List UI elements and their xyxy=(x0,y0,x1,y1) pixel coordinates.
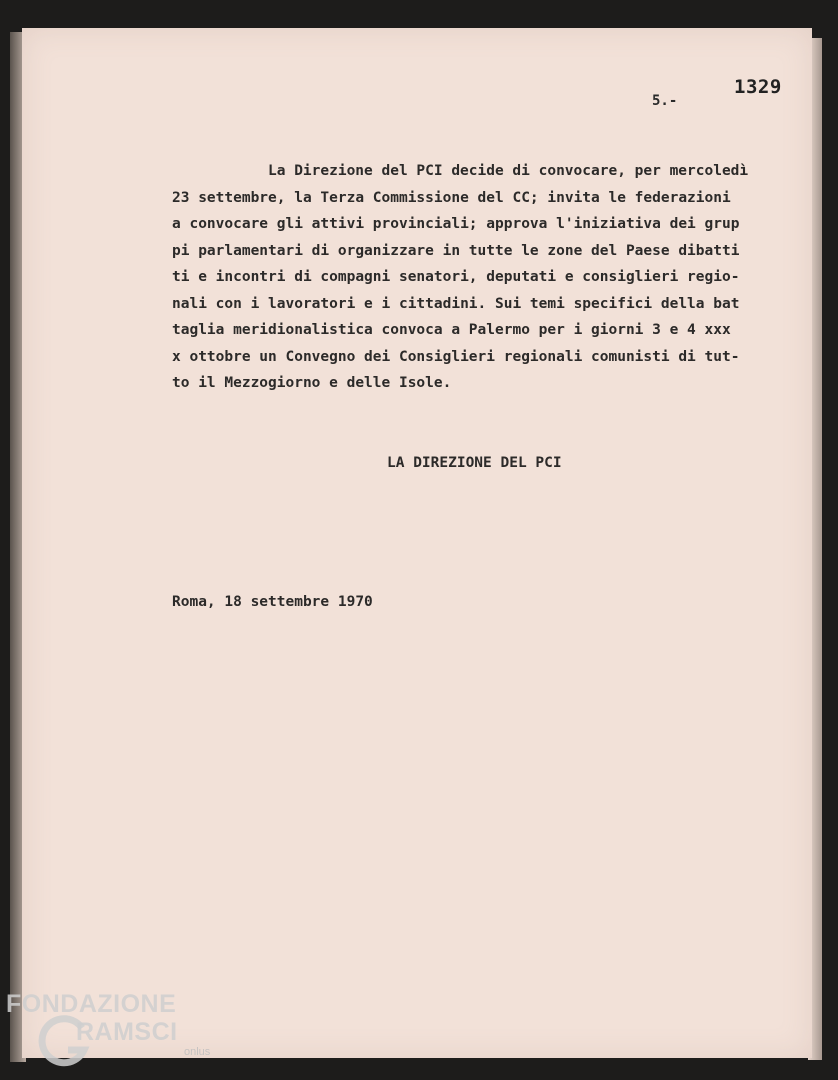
page-number: 5.- xyxy=(652,93,678,109)
folio-number: 1329 xyxy=(734,76,782,98)
body-line: taglia meridionalistica convoca a Palermo per i giorni 3 e 4 xxx xyxy=(172,322,731,338)
fondazione-gramsci-watermark xyxy=(6,990,216,1075)
body-line: x ottobre un Convegno dei Consiglieri regionali comunisti di tut- xyxy=(172,348,740,365)
body-line: 23 settembre, la Terza Commissione del CC; invita le federazioni xyxy=(172,189,731,206)
body-line: to il Mezzogiorno e delle Isole. xyxy=(172,375,452,391)
body-line: ti e incontri di compagni senatori, deputati e consiglieri regio- xyxy=(172,269,740,285)
body-paragraph xyxy=(172,158,787,397)
watermark-line1: FONDAZIONE xyxy=(6,990,177,1018)
watermark-line2: RAMSCI xyxy=(76,1018,178,1046)
dateline: Roma, 18 settembre 1970 xyxy=(172,594,373,610)
watermark-line3: onlus xyxy=(184,1046,211,1058)
body-line: nali con i lavoratori e i cittadini. Sui temi specifici della bat xyxy=(172,295,740,312)
body-line: a convocare gli attivi provinciali; approva l'iniziativa dei grup xyxy=(172,216,740,232)
signature-line: LA DIREZIONE DEL PCI xyxy=(387,455,562,471)
body-line: La Direzione del PCI decide di convocare, per mercoledì xyxy=(268,163,749,179)
body-line: pi parlamentari di organizzare in tutte le zone del Paese dibatti xyxy=(172,242,740,259)
